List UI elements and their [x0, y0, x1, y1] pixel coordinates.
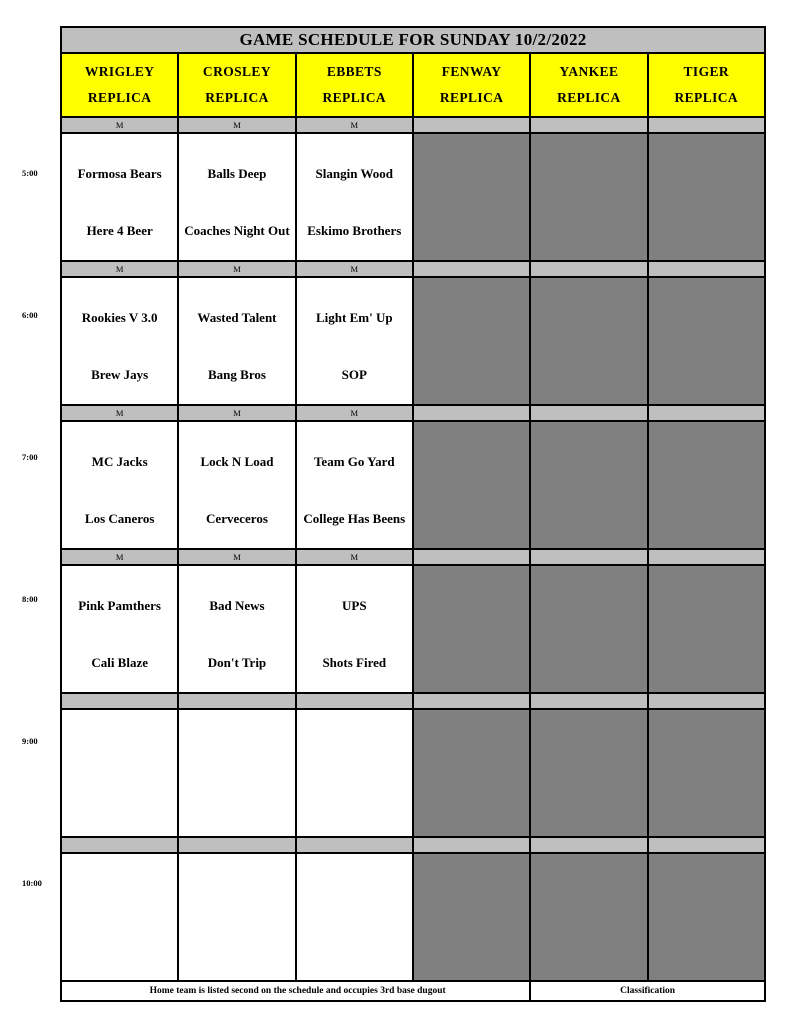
division-marker — [413, 837, 530, 853]
division-marker — [530, 693, 647, 709]
title-row — [61, 27, 765, 53]
game-cell — [61, 421, 178, 549]
away-team: Light Em' Up — [315, 310, 393, 326]
division-marker — [413, 549, 530, 565]
unavailable-cell — [413, 853, 530, 981]
division-marker: M — [61, 117, 178, 133]
field-header-line2: REPLICA — [674, 90, 739, 105]
division-marker — [178, 837, 295, 853]
open-slot-cell — [61, 709, 178, 837]
field-header-line2: REPLICA — [557, 90, 621, 105]
home-team: SOP — [341, 367, 367, 382]
field-header-line2: REPLICA — [322, 90, 387, 105]
division-marker — [530, 837, 647, 853]
field-header-line2: REPLICA — [205, 90, 269, 105]
marker-row-slot-1 — [61, 261, 765, 277]
division-marker: M — [178, 261, 295, 277]
home-team: College Has Beens — [303, 511, 406, 526]
field-header-line1: CROSLEY — [202, 64, 271, 80]
division-marker — [530, 549, 647, 565]
home-team: Coaches Night Out — [184, 223, 290, 238]
field-header-fenway — [413, 53, 530, 117]
footer-note: Home team is listed second on the schedule and occupies 3rd base dugout — [61, 981, 530, 1001]
division-marker: M — [296, 405, 413, 421]
open-slot-cell — [178, 709, 295, 837]
schedule-table-wrapper — [60, 26, 766, 1002]
footer-classification: Classification — [530, 981, 765, 1001]
unavailable-cell — [648, 853, 765, 981]
game-cell — [178, 421, 295, 549]
away-team: Team Go Yard — [313, 454, 395, 470]
field-header-line1: EBBETS — [326, 64, 382, 80]
marker-row-slot-3 — [61, 549, 765, 565]
time-label-slot-1: 6:00 — [22, 310, 38, 320]
division-marker: M — [61, 261, 178, 277]
open-slot-cell — [296, 853, 413, 981]
division-marker: M — [61, 405, 178, 421]
division-marker — [413, 405, 530, 421]
away-team: Wasted Talent — [197, 310, 277, 326]
unavailable-cell — [530, 421, 647, 549]
division-marker — [296, 837, 413, 853]
game-cell — [61, 277, 178, 405]
field-header-line1: WRIGLEY — [84, 64, 155, 80]
game-cell — [178, 565, 295, 693]
home-team: Don't Trip — [207, 655, 267, 670]
field-header-ebbets — [296, 53, 413, 117]
unavailable-cell — [530, 565, 647, 693]
game-row-slot-2 — [61, 421, 765, 549]
unavailable-cell — [648, 709, 765, 837]
unavailable-cell — [413, 277, 530, 405]
game-cell — [178, 133, 295, 261]
unavailable-cell — [413, 565, 530, 693]
division-marker — [648, 405, 765, 421]
unavailable-cell — [530, 277, 647, 405]
marker-row-slot-0 — [61, 117, 765, 133]
footer-row — [61, 981, 765, 1001]
open-slot-cell — [296, 709, 413, 837]
unavailable-cell — [530, 133, 647, 261]
game-row-slot-3 — [61, 565, 765, 693]
game-cell — [61, 565, 178, 693]
unavailable-cell — [648, 421, 765, 549]
game-cell — [178, 277, 295, 405]
division-marker — [413, 261, 530, 277]
field-header-line2: REPLICA — [87, 90, 152, 105]
away-team: Balls Deep — [207, 166, 267, 182]
home-team: Eskimo Brothers — [307, 223, 402, 238]
unavailable-cell — [648, 133, 765, 261]
game-cell — [296, 277, 413, 405]
field-header-line1: YANKEE — [559, 64, 619, 80]
home-team: Los Caneros — [84, 511, 155, 526]
division-marker: M — [61, 549, 178, 565]
field-header-line1: FENWAY — [441, 64, 502, 80]
page-title: GAME SCHEDULE FOR SUNDAY 10/2/2022 — [61, 27, 765, 53]
game-row-slot-5 — [61, 853, 765, 981]
field-header-yankee — [530, 53, 647, 117]
division-marker — [61, 693, 178, 709]
home-team: Cerveceros — [206, 511, 268, 526]
division-marker — [296, 693, 413, 709]
away-team: Pink Pamthers — [78, 598, 161, 614]
away-team: Rookies V 3.0 — [81, 310, 158, 326]
marker-row-slot-4 — [61, 693, 765, 709]
division-marker: M — [178, 549, 295, 565]
home-team: Cali Blaze — [91, 655, 148, 670]
game-cell — [296, 133, 413, 261]
away-team: Bad News — [209, 598, 265, 614]
division-marker: M — [296, 261, 413, 277]
open-slot-cell — [61, 853, 178, 981]
unavailable-cell — [530, 709, 647, 837]
home-team: Brew Jays — [91, 367, 149, 382]
home-team: Here 4 Beer — [86, 223, 153, 238]
division-marker — [413, 117, 530, 133]
time-label-slot-4: 9:00 — [22, 736, 38, 746]
division-marker: M — [296, 117, 413, 133]
schedule-table — [60, 26, 766, 1002]
game-cell — [296, 421, 413, 549]
unavailable-cell — [413, 133, 530, 261]
time-label-slot-2: 7:00 — [22, 452, 38, 462]
field-header-wrigley — [61, 53, 178, 117]
away-team: Formosa Bears — [77, 166, 162, 182]
division-marker — [648, 693, 765, 709]
unavailable-cell — [648, 277, 765, 405]
division-marker — [648, 837, 765, 853]
division-marker: M — [178, 405, 295, 421]
division-marker — [61, 837, 178, 853]
unavailable-cell — [648, 565, 765, 693]
game-row-slot-1 — [61, 277, 765, 405]
division-marker — [530, 405, 647, 421]
field-header-crosley — [178, 53, 295, 117]
unavailable-cell — [413, 421, 530, 549]
field-header-tiger — [648, 53, 765, 117]
field-header-line1: TIGER — [683, 64, 730, 80]
field-header-line2: REPLICA — [439, 90, 504, 105]
division-marker — [648, 549, 765, 565]
unavailable-cell — [530, 853, 647, 981]
away-team: MC Jacks — [91, 454, 148, 470]
game-row-slot-4 — [61, 709, 765, 837]
game-cell — [61, 133, 178, 261]
open-slot-cell — [178, 853, 295, 981]
time-label-slot-0: 5:00 — [22, 168, 38, 178]
division-marker: M — [296, 549, 413, 565]
marker-row-slot-2 — [61, 405, 765, 421]
division-marker — [178, 693, 295, 709]
home-team: Bang Bros — [208, 367, 266, 382]
away-team: Lock N Load — [200, 454, 274, 470]
unavailable-cell — [413, 709, 530, 837]
field-header-row — [61, 53, 765, 117]
marker-row-slot-5 — [61, 837, 765, 853]
time-label-slot-3: 8:00 — [22, 594, 38, 604]
division-marker — [530, 261, 647, 277]
away-team: UPS — [342, 598, 367, 614]
game-cell — [296, 565, 413, 693]
division-marker: M — [178, 117, 295, 133]
division-marker — [648, 117, 765, 133]
division-marker — [413, 693, 530, 709]
game-row-slot-0 — [61, 133, 765, 261]
away-team: Slangin Wood — [315, 166, 393, 182]
home-team: Shots Fired — [322, 655, 387, 670]
time-label-slot-5: 10:00 — [22, 878, 42, 888]
division-marker — [530, 117, 647, 133]
division-marker — [648, 261, 765, 277]
